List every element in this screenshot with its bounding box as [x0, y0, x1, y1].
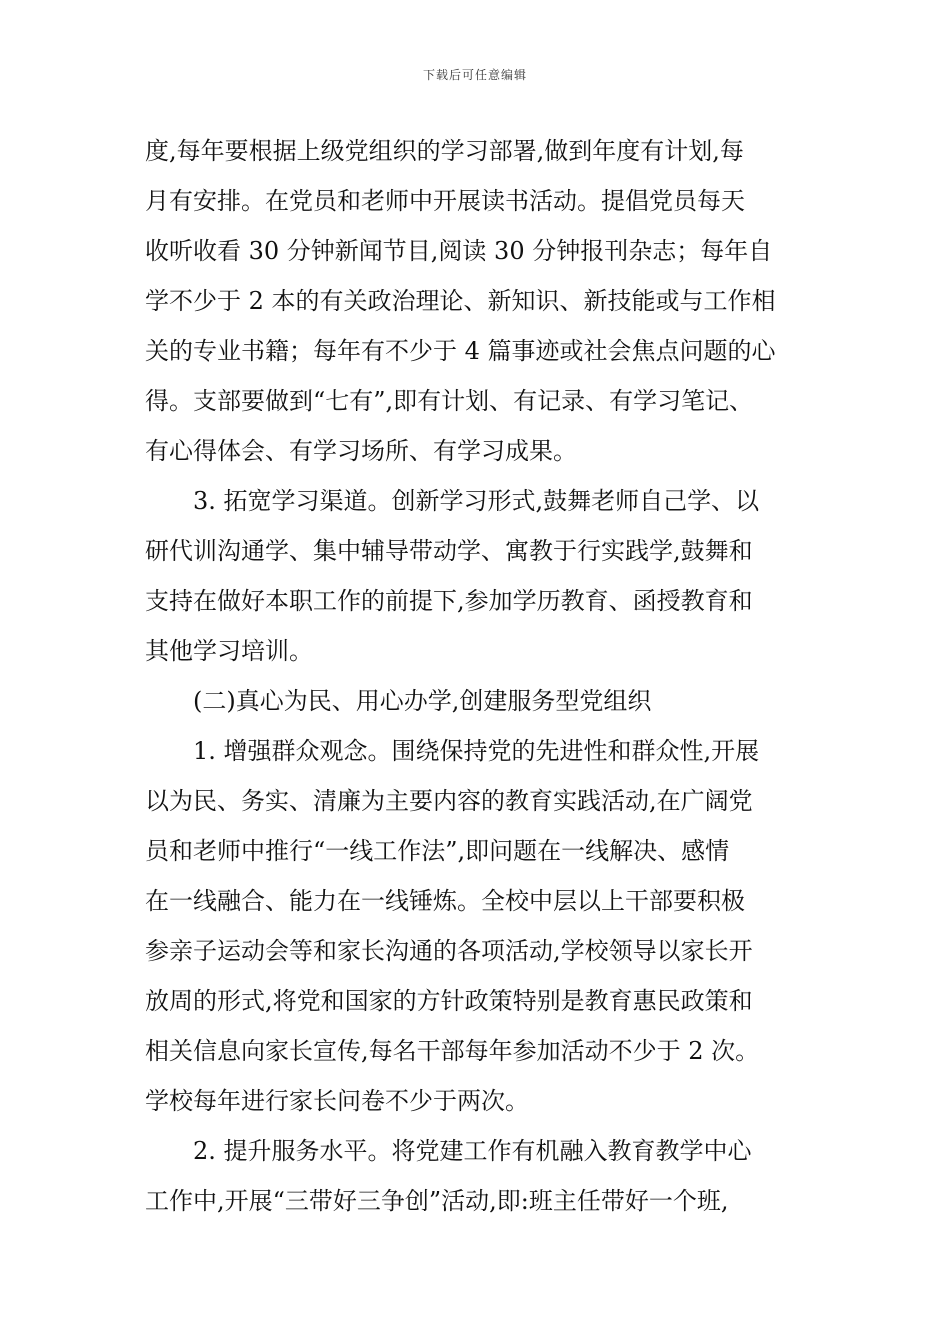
text-line: 3. 拓宽学习渠道。创新学习形式,鼓舞老师自己学、以	[193, 487, 760, 515]
text-line: 参亲子运动会等和家长沟通的各项活动,学校领导以家长开	[145, 937, 753, 965]
text-line: 度,每年要根据上级党组织的学习部署,做到年度有计划,每	[145, 137, 744, 165]
text-line: 有心得体会、有学习场所、有学习成果。	[145, 437, 577, 465]
text-line: 1. 增强群众观念。围绕保持党的先进性和群众性,开展	[193, 737, 760, 765]
body-text	[145, 126, 813, 1226]
text-line: (二)真心为民、用心办学,创建服务型党组织	[193, 687, 652, 715]
text-line: 收听收看 30 分钟新闻节目,阅读 30 分钟报刊杂志；每年自	[145, 237, 773, 265]
text-line: 相关信息向家长宣传,每名干部每年参加活动不少于 2 次。	[145, 1037, 760, 1065]
text-line: 放周的形式,将党和国家的方针政策特别是教育惠民政策和	[145, 987, 753, 1015]
text-line: 支持在做好本职工作的前提下,参加学历教育、函授教育和	[145, 587, 753, 615]
text-line: 2. 提升服务水平。将党建工作有机融入教育教学中心	[193, 1137, 752, 1165]
text-line: 员和老师中推行“一线工作法”,即问题在一线解决、感情	[145, 837, 730, 865]
text-line: 在一线融合、能力在一线锤炼。全校中层以上干部要积极	[145, 887, 745, 915]
text-line: 以为民、务实、清廉为主要内容的教育实践活动,在广阔党	[145, 787, 753, 815]
text-line: 研代训沟通学、集中辅导带动学、寓教于行实践学,鼓舞和	[145, 537, 753, 565]
text-line: 其他学习培训。	[145, 637, 313, 665]
text-line: 月有安排。在党员和老师中开展读书活动。提倡党员每天	[145, 187, 745, 215]
page-header: 下载后可任意编辑	[422, 68, 527, 82]
text-line: 得。支部要做到“七有”,即有计划、有记录、有学习笔记、	[145, 387, 754, 415]
text-line: 学不少于 2 本的有关政治理论、新知识、新技能或与工作相	[145, 287, 776, 315]
text-line: 工作中,开展“三带好三争创”活动,即:班主任带好一个班,	[145, 1187, 729, 1215]
text-line: 关的专业书籍；每年有不少于 4 篇事迹或社会焦点问题的心	[145, 337, 776, 365]
text-line: 学校每年进行家长问卷不少于两次。	[145, 1087, 529, 1115]
